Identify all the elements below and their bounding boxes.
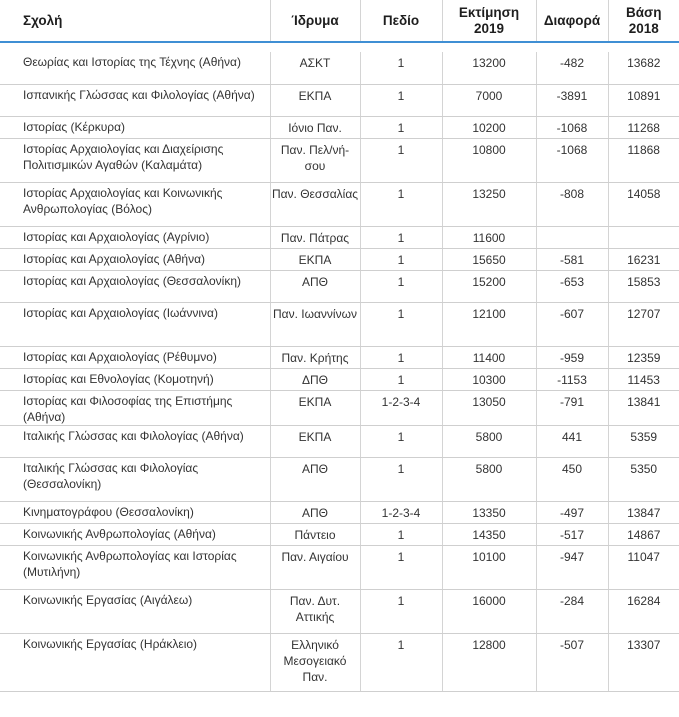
table-body (0, 42, 679, 691)
cell-institution: Παν. Κρήτης (270, 346, 360, 368)
cell-school: Ιστορίας Αρχαιολογίας και Διαχείρισης Πολιτισμικών Αγαθών (Καλαμάτα) (0, 138, 270, 182)
cell-school: Ιστορίας και Αρχαιολογίας (Ρέθυμνο) (0, 346, 270, 368)
cell-diff: -3891 (536, 84, 608, 116)
cell-estimate: 12100 (442, 302, 536, 346)
table-row (0, 84, 679, 116)
cell-institution: ΕΚΠΑ (270, 425, 360, 457)
cell-base: 5350 (608, 457, 679, 501)
header-row (0, 0, 679, 42)
cell-estimate: 14350 (442, 523, 536, 545)
cell-institution: Παν. Πελ/νή- σου (270, 138, 360, 182)
table-row (0, 270, 679, 302)
cell-base: 14058 (608, 182, 679, 226)
cell-estimate: 5800 (442, 457, 536, 501)
cell-institution: Πάντειο (270, 523, 360, 545)
table-row (0, 226, 679, 248)
cell-school: Ιταλικής Γλώσσας και Φιλολογίας (Αθήνα) (0, 425, 270, 457)
cell-field: 1 (360, 270, 442, 302)
cell-school: Ισπανικής Γλώσσας και Φιλολογίας (Αθήνα) (0, 84, 270, 116)
cell-school: Κοινωνικής Ανθρωπολογίας (Αθήνα) (0, 523, 270, 545)
cell-diff: -1068 (536, 138, 608, 182)
table-row (0, 457, 679, 501)
header-estimate: Εκτίμηση 2019 (442, 0, 536, 42)
cell-school: Κοινωνικής Ανθρωπολογίας και Ιστορίας (Μυτιλήνη) (0, 545, 270, 589)
cell-diff: -1153 (536, 368, 608, 390)
cell-estimate: 13350 (442, 501, 536, 523)
table-row (0, 589, 679, 633)
header-diff: Διαφορά (536, 0, 608, 42)
table-row (0, 346, 679, 368)
cell-field: 1 (360, 116, 442, 138)
cell-school: Κοινωνικής Εργασίας (Ηράκλειο) (0, 633, 270, 691)
cell-base: 13847 (608, 501, 679, 523)
header-institution: Ίδρυμα (270, 0, 360, 42)
cell-school: Ιστορίας και Αρχαιολογίας (Αθήνα) (0, 248, 270, 270)
cell-institution: ΑΠΘ (270, 501, 360, 523)
table-row (0, 248, 679, 270)
cell-diff: -284 (536, 589, 608, 633)
cell-base: 16284 (608, 589, 679, 633)
header-school: Σχολή (0, 0, 270, 42)
cell-estimate: 7000 (442, 84, 536, 116)
cell-base: 13682 (608, 52, 679, 84)
cell-estimate: 13250 (442, 182, 536, 226)
table-row (0, 390, 679, 425)
cell-base: 14867 (608, 523, 679, 545)
cell-estimate: 12800 (442, 633, 536, 691)
cell-estimate: 10100 (442, 545, 536, 589)
cell-diff: -791 (536, 390, 608, 425)
cell-field: 1 (360, 425, 442, 457)
cell-diff: -607 (536, 302, 608, 346)
cell-diff: -1068 (536, 116, 608, 138)
cell-school: Ιστορίας (Κέρκυρα) (0, 116, 270, 138)
cell-base: 11453 (608, 368, 679, 390)
cell-estimate: 15200 (442, 270, 536, 302)
cell-estimate: 13050 (442, 390, 536, 425)
table-row (0, 633, 679, 691)
header-field: Πεδίο (360, 0, 442, 42)
cell-estimate: 10200 (442, 116, 536, 138)
table-row (0, 368, 679, 390)
cell-estimate: 13200 (442, 52, 536, 84)
cell-institution: ΔΠΘ (270, 368, 360, 390)
cell-estimate: 15650 (442, 248, 536, 270)
cell-field: 1 (360, 182, 442, 226)
cell-diff (536, 226, 608, 248)
cell-base (608, 226, 679, 248)
cell-estimate: 10800 (442, 138, 536, 182)
cell-base: 13841 (608, 390, 679, 425)
cell-institution: ΑΠΘ (270, 457, 360, 501)
cell-field: 1-2-3-4 (360, 501, 442, 523)
cell-field: 1 (360, 589, 442, 633)
cell-diff: -947 (536, 545, 608, 589)
cell-diff: -517 (536, 523, 608, 545)
table-row (0, 501, 679, 523)
cell-field: 1 (360, 633, 442, 691)
cell-diff: -482 (536, 52, 608, 84)
cell-school: Ιστορίας και Αρχαιολογίας (Θεσσαλονίκη) (0, 270, 270, 302)
cell-estimate: 16000 (442, 589, 536, 633)
table-row (0, 52, 679, 84)
cell-institution: Παν. Αιγαίου (270, 545, 360, 589)
cell-diff: -653 (536, 270, 608, 302)
cell-field: 1 (360, 226, 442, 248)
table-row (0, 138, 679, 182)
cell-diff: -507 (536, 633, 608, 691)
cell-field: 1 (360, 457, 442, 501)
cell-school: Ιστορίας Αρχαιολογίας και Κοινωνικής Ανθρωπολογίας (Βόλος) (0, 182, 270, 226)
cell-diff: 450 (536, 457, 608, 501)
cell-school: Κινηματογράφου (Θεσσαλονίκη) (0, 501, 270, 523)
cell-base: 11268 (608, 116, 679, 138)
header-gap (0, 42, 679, 52)
cell-base: 15853 (608, 270, 679, 302)
cell-institution: Παν. Ιωαννίνων (270, 302, 360, 346)
cell-school: Θεωρίας και Ιστορίας της Τέχνης (Αθήνα) (0, 52, 270, 84)
cell-base: 5359 (608, 425, 679, 457)
table-row (0, 545, 679, 589)
cell-institution: Ελληνικό Μεσογειακό Παν. (270, 633, 360, 691)
table-row (0, 425, 679, 457)
cell-field: 1 (360, 248, 442, 270)
cell-base: 11868 (608, 138, 679, 182)
cell-diff: -808 (536, 182, 608, 226)
cell-institution: ΕΚΠΑ (270, 84, 360, 116)
cell-institution: Ιόνιο Παν. (270, 116, 360, 138)
cell-diff: -581 (536, 248, 608, 270)
cell-school: Ιστορίας και Εθνολογίας (Κομοτηνή) (0, 368, 270, 390)
cell-diff: 441 (536, 425, 608, 457)
cell-field: 1 (360, 346, 442, 368)
table-row (0, 302, 679, 346)
cell-field: 1 (360, 545, 442, 589)
cell-institution: ΕΚΠΑ (270, 390, 360, 425)
cell-estimate: 11600 (442, 226, 536, 248)
cell-diff: -497 (536, 501, 608, 523)
cell-base: 11047 (608, 545, 679, 589)
cell-field: 1 (360, 52, 442, 84)
cell-school: Ιστορίας και Αρχαιολογίας (Αγρίνιο) (0, 226, 270, 248)
cell-institution: Παν. Θεσσαλίας (270, 182, 360, 226)
cell-field: 1-2-3-4 (360, 390, 442, 425)
cell-school: Ιταλικής Γλώσσας και Φιλολογίας (Θεσσαλονίκη) (0, 457, 270, 501)
cell-school: Κοινωνικής Εργασίας (Αιγάλεω) (0, 589, 270, 633)
cell-school: Ιστορίας και Φιλοσοφίας της Επιστήμης (Αθήνα) (0, 390, 270, 425)
cell-school: Ιστορίας και Αρχαιολογίας (Ιωάννινα) (0, 302, 270, 346)
cell-field: 1 (360, 302, 442, 346)
cell-diff: -959 (536, 346, 608, 368)
cell-estimate: 5800 (442, 425, 536, 457)
cell-institution: ΑΠΘ (270, 270, 360, 302)
cell-institution: ΑΣΚΤ (270, 52, 360, 84)
cell-institution: ΕΚΠΑ (270, 248, 360, 270)
cell-estimate: 11400 (442, 346, 536, 368)
cell-base: 16231 (608, 248, 679, 270)
table-row (0, 523, 679, 545)
cell-institution: Παν. Πάτρας (270, 226, 360, 248)
cell-field: 1 (360, 138, 442, 182)
cell-field: 1 (360, 523, 442, 545)
cell-base: 12359 (608, 346, 679, 368)
cell-base: 13307 (608, 633, 679, 691)
header-base: Βάση 2018 (608, 0, 679, 42)
cell-estimate: 10300 (442, 368, 536, 390)
table-row (0, 116, 679, 138)
cell-field: 1 (360, 84, 442, 116)
cell-field: 1 (360, 368, 442, 390)
cell-base: 12707 (608, 302, 679, 346)
cell-institution: Παν. Δυτ. Αττικής (270, 589, 360, 633)
table-row (0, 182, 679, 226)
cell-base: 10891 (608, 84, 679, 116)
